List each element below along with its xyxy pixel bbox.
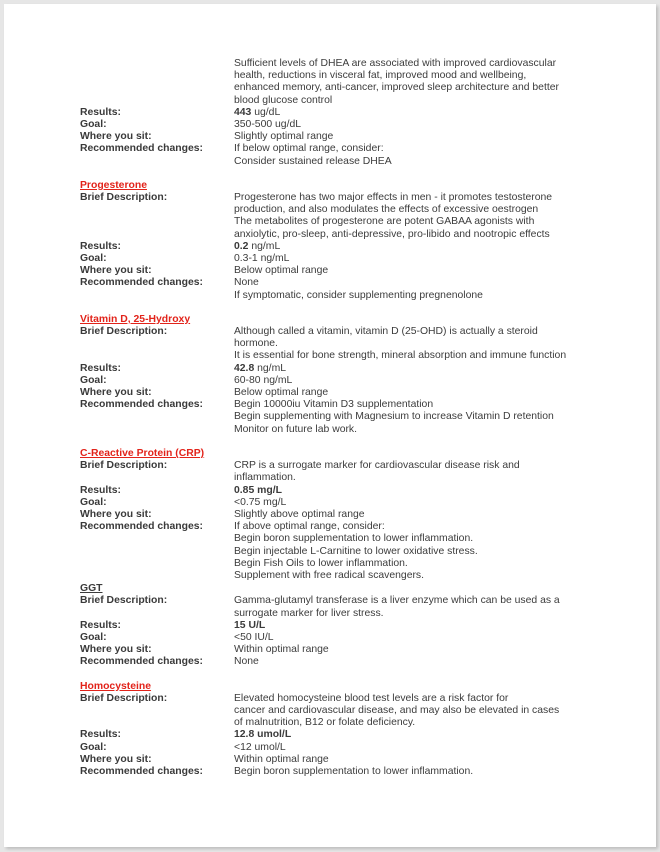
results-label: Results: — [80, 362, 121, 374]
section-heading: Homocysteine — [80, 680, 152, 692]
goal-value: <12 umol/L — [234, 741, 286, 753]
recommended-row — [80, 143, 600, 167]
recommended-row — [80, 766, 600, 778]
where-row — [80, 509, 600, 521]
goal-row — [80, 497, 600, 509]
description-row — [80, 326, 600, 363]
goal-label: Goal: — [80, 631, 107, 643]
brief-label: Brief Description: — [80, 595, 168, 607]
where-value: Below optimal range — [234, 387, 329, 399]
recommended-label: Recommended changes: — [80, 656, 203, 668]
results-label: Results: — [80, 729, 121, 741]
brief-label: Brief Description: — [80, 192, 168, 204]
where-label: Where you sit: — [80, 508, 152, 520]
goal-label: Goal: — [80, 374, 107, 386]
description-text: Although called a vitamin, vitamin D (25-OHD) is actually a steroid hormone. It is essential for bone strength, mineral absorption and immune function — [234, 326, 567, 362]
brief-label: Brief Description: — [80, 692, 168, 704]
description-text: Sufficient levels of DHEA are associated with improved cardiovascular health, reductions in visceral fat, improved mood and wellbeing, enhanced memory, anti-cancer, improved sleep architecture and better blood glucose control — [234, 58, 559, 106]
recommended-value: Begin 10000iu Vitamin D3 supplementation Begin supplementing with Magnesium to increase Vitamin D retention Monitor on future lab work. — [234, 399, 554, 435]
goal-label: Goal: — [80, 741, 107, 753]
section-vitamin-d — [80, 314, 600, 436]
where-value: Slightly above optimal range — [234, 508, 365, 520]
recommended-value: Begin boron supplementation to lower inflammation. — [234, 765, 474, 777]
where-label: Where you sit: — [80, 131, 152, 143]
recommended-row — [80, 277, 600, 301]
results-value: 15 U/L — [234, 619, 266, 631]
section-heading: Progesterone — [80, 179, 147, 191]
goal-value: 350-500 ug/dL — [234, 119, 302, 131]
where-row — [80, 131, 600, 143]
where-label: Where you sit: — [80, 387, 152, 399]
description-row — [80, 693, 600, 730]
where-value: Within optimal range — [234, 644, 329, 656]
goal-row — [80, 375, 600, 387]
section-heading: GGT — [80, 583, 103, 595]
results-row — [80, 620, 600, 632]
goal-row — [80, 119, 600, 131]
lab-report-content — [80, 58, 600, 778]
goal-label: Goal: — [80, 253, 107, 265]
description-row — [80, 192, 600, 241]
recommended-label: Recommended changes: — [80, 765, 203, 777]
section-heading: C-Reactive Protein (CRP) — [80, 447, 205, 459]
brief-label: Brief Description: — [80, 326, 168, 338]
results-value: 12.8 umol/L — [234, 729, 292, 741]
where-label: Where you sit: — [80, 265, 152, 277]
document-page — [4, 4, 656, 847]
where-row — [80, 754, 600, 766]
goal-value: <50 IU/L — [234, 631, 274, 643]
goal-value: 0.3-1 ng/mL — [234, 253, 290, 265]
section-heading: Vitamin D, 25-Hydroxy — [80, 313, 191, 325]
section-progesterone — [80, 180, 600, 302]
goal-row — [80, 253, 600, 265]
description-text: Elevated homocysteine blood test levels are a risk factor for cancer and cardiovascular disease, and may also be elevated in cases of malnutrition, B12 or folate deficiency. — [234, 692, 560, 729]
description-text: Progesterone has two major effects in men - it promotes testosterone production, and also modulates the effects of excessive oestrogen The metabolites of progesterone are potent GABAA agonists with anxiolytic, pro-sleep, anti-depressive, pro-libido and nootropic effects — [234, 192, 553, 240]
where-value: Within optimal range — [234, 753, 329, 765]
description-text: Gamma-glutamyl transferase is a liver enzyme which can be used as a surrogate marker for liver stress. — [234, 595, 560, 619]
description-row — [80, 58, 600, 107]
recommended-value: None If symptomatic, consider supplementing pregnenolone — [234, 277, 483, 301]
recommended-value: None — [234, 656, 259, 668]
results-row — [80, 107, 600, 119]
section-ggt — [80, 583, 600, 668]
goal-value: <0.75 mg/L — [234, 496, 287, 508]
recommended-value: If below optimal range, consider: Consider sustained release DHEA — [234, 143, 392, 167]
results-row — [80, 485, 600, 497]
recommended-label: Recommended changes: — [80, 521, 203, 533]
results-value: 0.2 ng/mL — [234, 240, 281, 252]
recommended-row — [80, 656, 600, 668]
where-row — [80, 265, 600, 277]
results-label: Results: — [80, 240, 121, 252]
goal-label: Goal: — [80, 496, 107, 508]
goal-value: 60-80 ng/mL — [234, 374, 293, 386]
where-row — [80, 644, 600, 656]
recommended-label: Recommended changes: — [80, 399, 203, 411]
results-value: 443 ug/dL — [234, 106, 281, 118]
description-text: CRP is a surrogate marker for cardiovascular disease risk and inflammation. — [234, 460, 520, 484]
goal-row — [80, 632, 600, 644]
description-row — [80, 595, 600, 619]
recommended-row — [80, 521, 600, 582]
recommended-value: If above optimal range, consider: Begin boron supplementation to lower inflammation. Begin injectable L-Carnitine to lower oxidative stress. Begin Fish Oils to lower inflammation. Supplement with free radical scavengers. — [234, 521, 478, 581]
results-label: Results: — [80, 619, 121, 631]
results-label: Results: — [80, 484, 121, 496]
section-crp — [80, 448, 600, 582]
where-value: Below optimal range — [234, 265, 329, 277]
recommended-label: Recommended changes: — [80, 143, 203, 155]
where-label: Where you sit: — [80, 753, 152, 765]
results-value: 42.8 ng/mL — [234, 362, 286, 374]
brief-label: Brief Description: — [80, 460, 168, 472]
results-row — [80, 363, 600, 375]
recommended-label: Recommended changes: — [80, 277, 203, 289]
recommended-row — [80, 399, 600, 436]
dhea-section — [80, 58, 600, 168]
section-homocysteine — [80, 681, 600, 779]
where-row — [80, 387, 600, 399]
goal-row — [80, 742, 600, 754]
results-value: 0.85 mg/L — [234, 484, 282, 496]
goal-label: Goal: — [80, 119, 107, 131]
results-row — [80, 241, 600, 253]
where-value: Slightly optimal range — [234, 131, 334, 143]
description-row — [80, 460, 600, 484]
results-label: Results: — [80, 106, 121, 118]
where-label: Where you sit: — [80, 644, 152, 656]
results-row — [80, 729, 600, 741]
